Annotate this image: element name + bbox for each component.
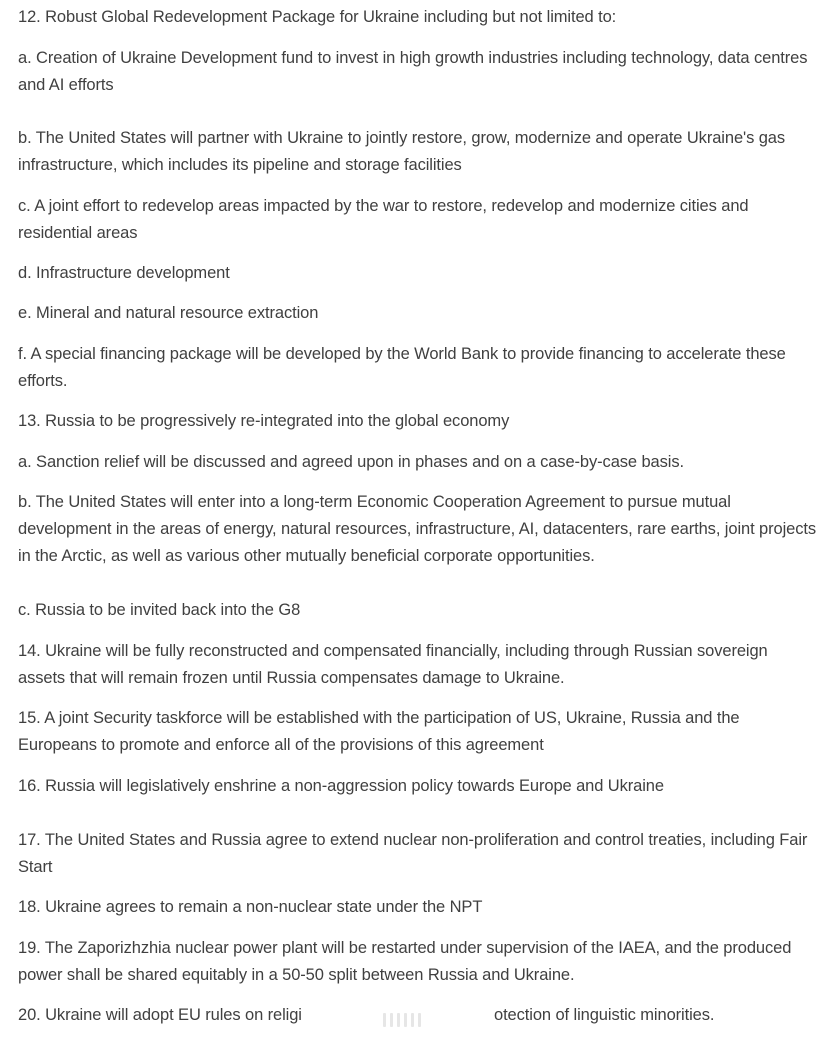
- paragraph-19: 19. The Zaporizhzhia nuclear power plant will be restarted under supervision of the IAEA, and the produced power shall be shared equitably in a 50-50 split between Russia and Ukraine.: [18, 939, 792, 984]
- paragraph-12c: c. A joint effort to redevelop areas impacted by the war to restore, redevelop and modernize cities and residential areas: [18, 197, 749, 242]
- paragraph-20-end: otection of linguistic minorities.: [494, 1006, 715, 1024]
- paragraph-13a: a. Sanction relief will be discussed and agreed upon in phases and on a case-by-case basis.: [18, 453, 684, 471]
- paragraph-12f: f. A special financing package will be developed by the World Bank to provide financing to accelerate these efforts.: [18, 345, 786, 390]
- paragraph-12b: b. The United States will partner with Ukraine to jointly restore, grow, modernize and operate Ukraine's gas infrastructure, which includes its pipeline and storage facilities: [18, 129, 786, 174]
- paragraph-12a: a. Creation of Ukraine Development fund to invest in high growth industries including technology, data centres and AI efforts: [18, 49, 808, 94]
- paragraph-13: 13. Russia to be progressively re-integrated into the global economy: [18, 412, 510, 430]
- paragraph-18: 18. Ukraine agrees to remain a non-nuclear state under the NPT: [18, 898, 483, 916]
- watermark-bar: [383, 1013, 386, 1027]
- watermark-bar: [390, 1013, 393, 1027]
- watermark: [312, 1008, 492, 1032]
- paragraph-17: 17. The United States and Russia agree to extend nuclear non-proliferation and control treaties, including Fair Start: [18, 831, 808, 876]
- watermark-bar: [404, 1013, 407, 1027]
- paragraph-13b: b. The United States will enter into a long-term Economic Cooperation Agreement to pursue mutual development in the areas of energy, natural resources, infrastructure, AI, datacenters, rare earths, joint projects in the Arctic, as well as various other mutually beneficial corporate opportunities.: [18, 493, 817, 565]
- watermark-bar: [397, 1013, 400, 1027]
- paragraph-16: 16. Russia will legislatively enshrine a non-aggression policy towards Europe and Ukraine: [18, 777, 664, 795]
- paragraph-13c: c. Russia to be invited back into the G8: [18, 601, 301, 619]
- paragraph-14: 14. Ukraine will be fully reconstructed and compensated financially, including through Russian sovereign assets that will remain frozen until Russia compensates damage to Ukraine.: [18, 642, 768, 687]
- paragraph-12: 12. Robust Global Redevelopment Package for Ukraine including but not limited to:: [18, 8, 617, 26]
- paragraph-20-start: 20. Ukraine will adopt EU rules on religi: [18, 1006, 302, 1024]
- paragraph-15: 15. A joint Security taskforce will be established with the participation of US, Ukraine, Russia and the Europeans to promote and enforce all of the provisions of this agreement: [18, 709, 740, 754]
- watermark-bar: [418, 1013, 421, 1027]
- watermark-bar: [411, 1013, 414, 1027]
- paragraph-12d: d. Infrastructure development: [18, 264, 230, 282]
- paragraph-12e: e. Mineral and natural resource extraction: [18, 304, 319, 322]
